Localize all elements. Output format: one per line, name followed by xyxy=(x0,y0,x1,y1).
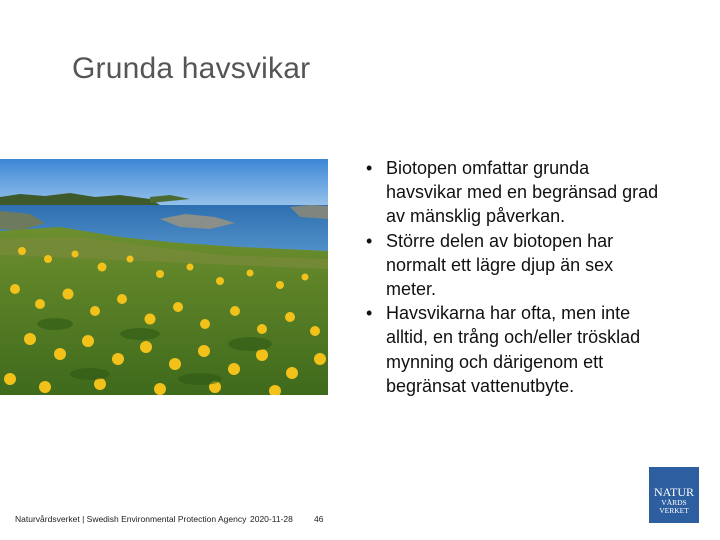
bullet-marker: • xyxy=(366,230,373,251)
bullet-marker: • xyxy=(366,158,373,178)
bullet-marker: • xyxy=(366,303,373,324)
logo-line-1: NATUR xyxy=(653,485,694,499)
logo-line-3: VERKET xyxy=(659,506,689,515)
bullet-item xyxy=(364,301,664,398)
bullet-text: Större delen av biotopen har normalt ett lägre djup än sex meter. xyxy=(386,230,614,300)
bullet-text: Havsvikarna har ofta, men inte alltid, en trång och/eller trösklad mynning och därigenom ett begränsat vattenutbyte. xyxy=(386,303,641,396)
bullet-item xyxy=(364,229,664,302)
logo-line-2: VÅRDS xyxy=(661,498,687,507)
bullet-text: Biotopen omfattar grunda havsvikar med en begränsad grad av mänsklig påverkan. xyxy=(386,158,659,227)
naturvardsverket-logo xyxy=(649,467,699,523)
bullet-list xyxy=(364,156,664,398)
coastal-bay-photo xyxy=(0,159,328,395)
footer-organization: Naturvårdsverket | Swedish Environmental Protection Agency xyxy=(15,514,247,524)
footer-page-number: 46 xyxy=(314,514,324,524)
slide-title: Grunda havsvikar xyxy=(72,52,311,85)
bullet-item xyxy=(364,156,664,229)
footer-date: 2020-11-28 xyxy=(250,514,293,524)
